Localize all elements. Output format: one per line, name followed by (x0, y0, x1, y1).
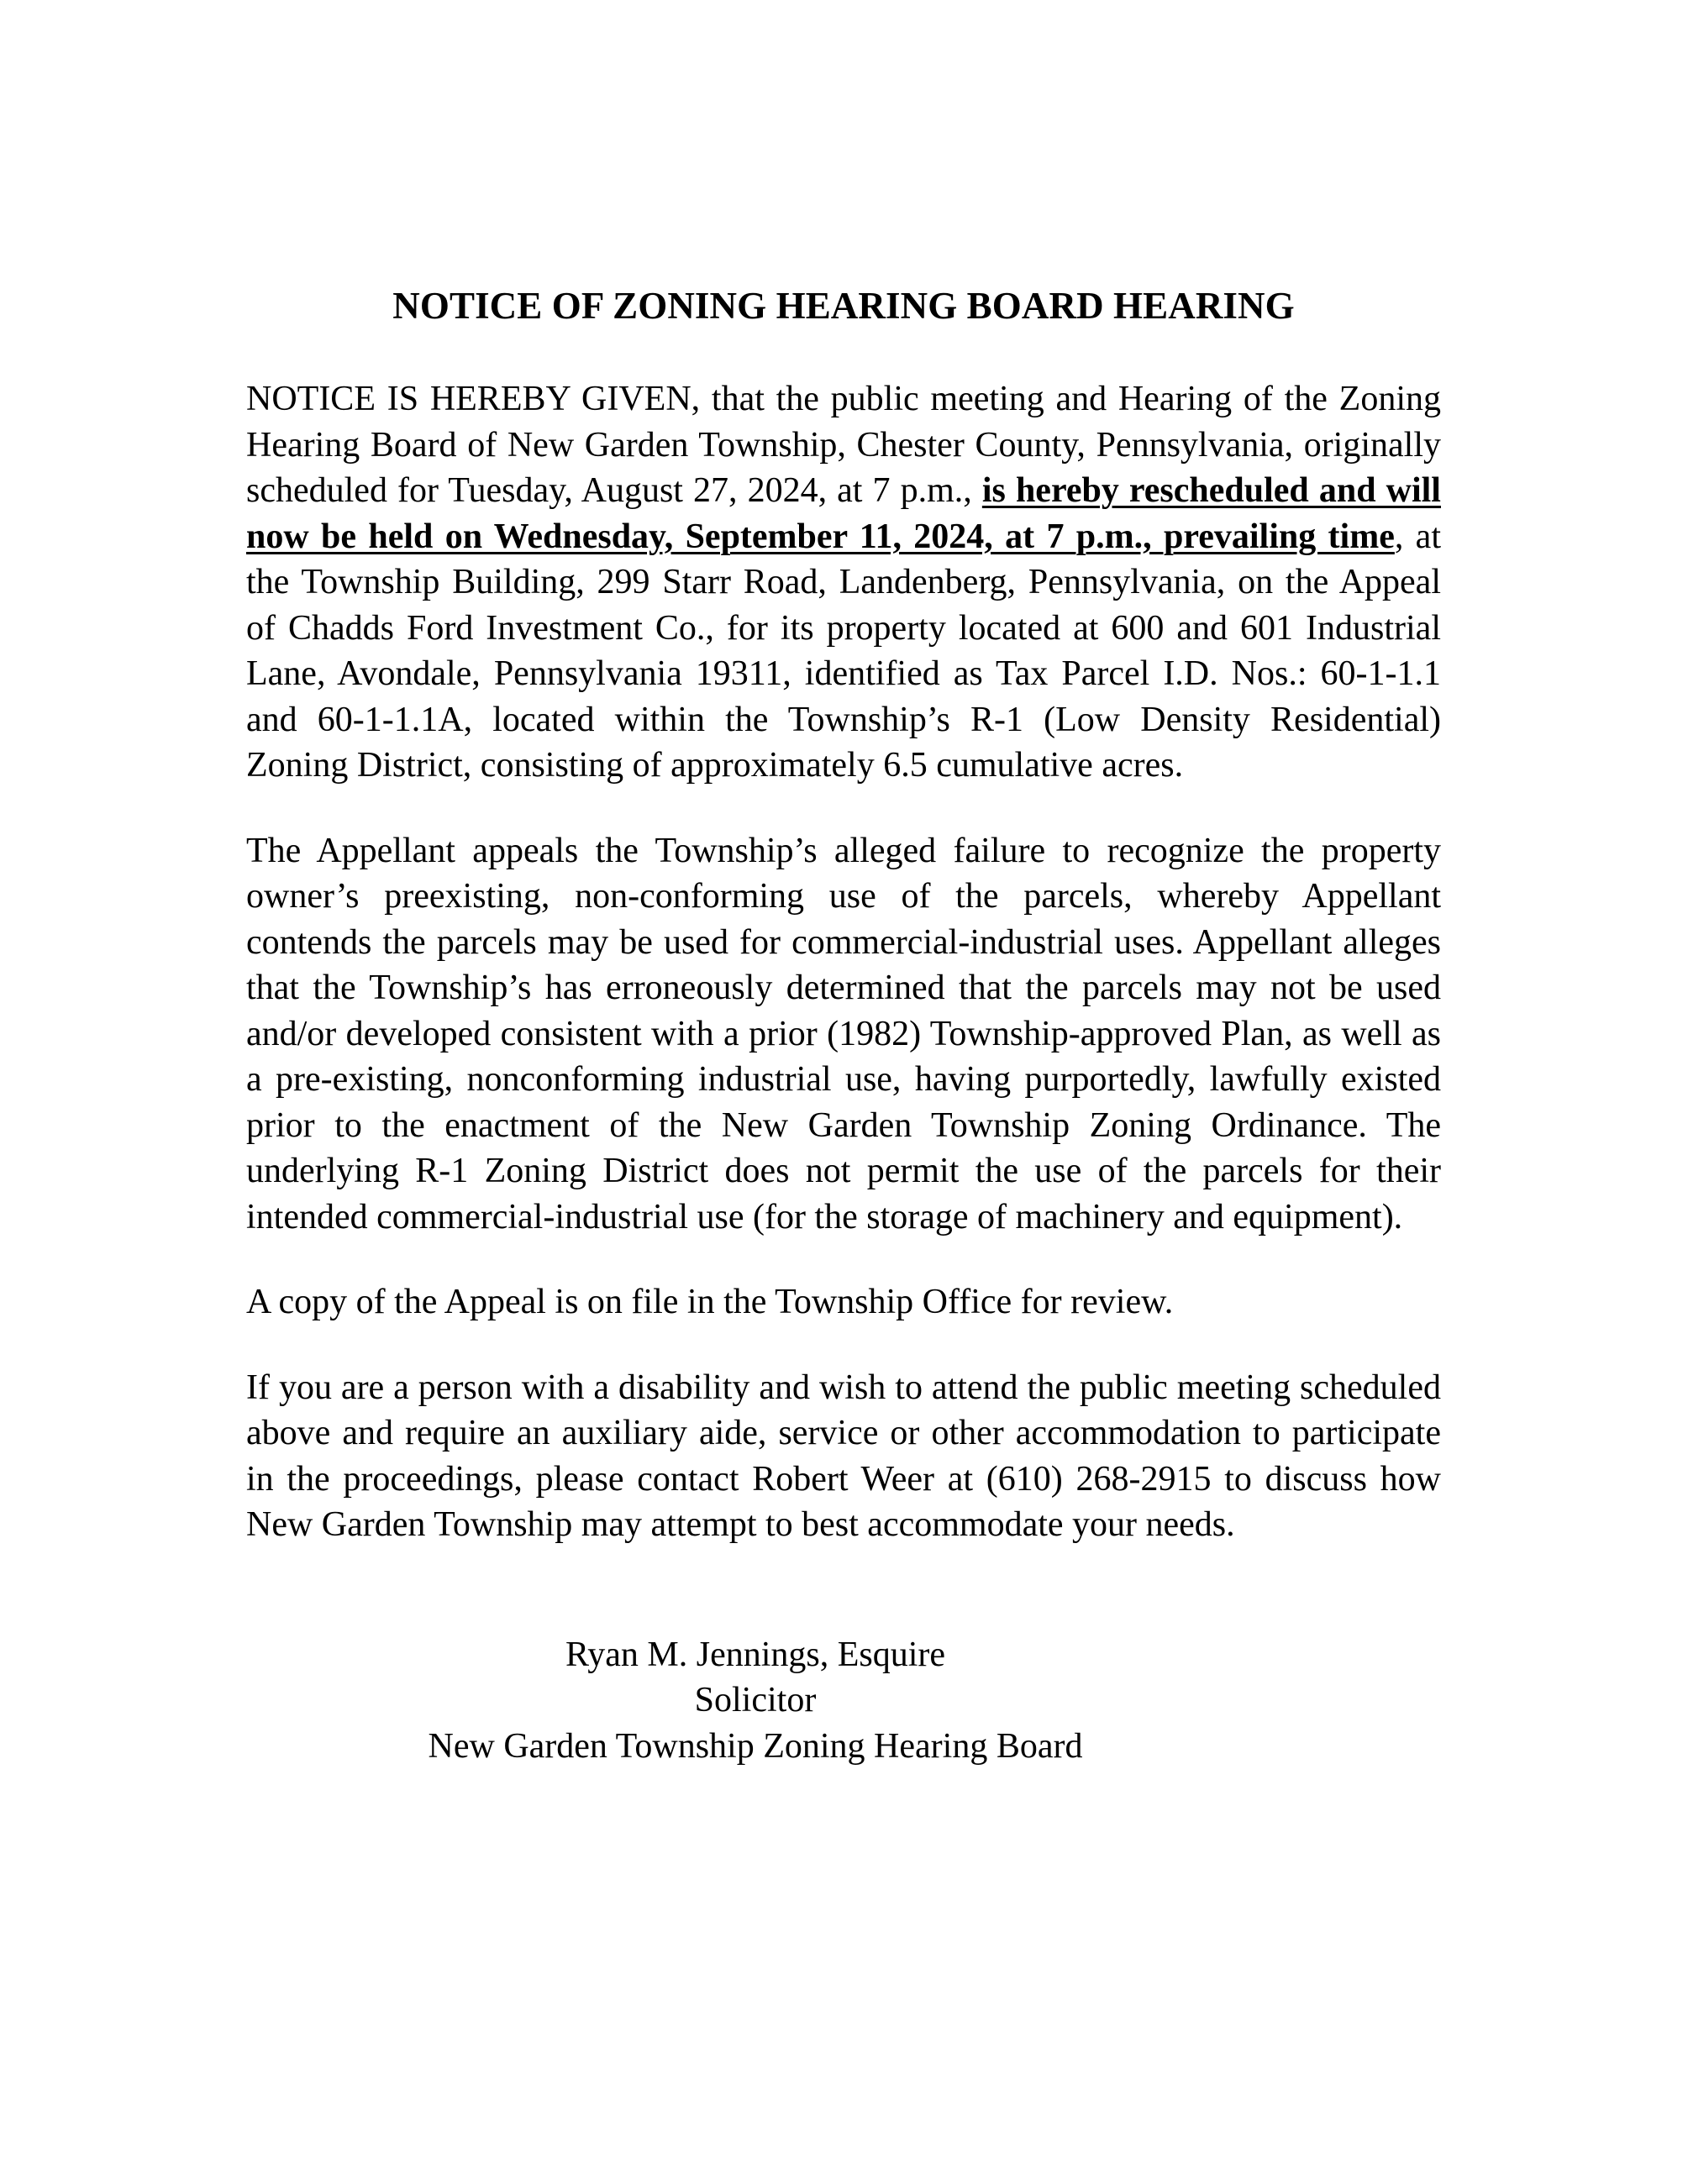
notice-text-after-emphasis: , at the Township Building, 299 Starr Road, Landenberg, Pennsylvania, on the Appeal of Chadds Ford Investment Co., for its property located at 600 and 601 Industrial Lane, Avondale, Pennsylvania 19311, identified as Tax Parcel I.D. Nos.: 60-1-1.1 and 60-1-1.1A, located within the Township’s R-1 (Low Density Residential) Zoning District, consisting of approximately 6.5 cumulative acres. (246, 517, 1441, 785)
notice-text-before-emphasis: NOTICE IS HEREBY GIVEN, that the public meeting and Hearing of the Zoning Hearing Board of New Garden Township, Chester County, Pennsylvania, originally scheduled for Tuesday, August 27, 2024, at 7 p.m., (246, 380, 1441, 511)
signature-group (158, 1632, 1353, 1770)
paragraph-accessibility-notice: If you are a person with a disability and wish to attend the public meeting scheduled above and require an auxiliary aide, service or other accommodation to participate in the proceedings, please contact Robert Weer at (610) 268-2915 to discuss how New Garden Township may attempt to best accommodate your needs. (246, 1368, 1441, 1545)
signature-name: Ryan M. Jennings, Esquire (565, 1635, 946, 1674)
signature-role: Solicitor (694, 1681, 817, 1720)
paragraph-notice (246, 376, 1441, 789)
document-body (246, 0, 1441, 1769)
paragraph-appeal-basis: The Appellant appeals the Township’s alleged failure to recognize the property owner’s preexisting, non-conforming use of the parcels, whereby Appellant contends the parcels may be used for commercial-industrial uses. Appellant alleges that the Township’s has erroneously determined that the parcels may not be used and/or developed consistent with a prior (1982) Township-approved Plan, as well as a pre-existing, nonconforming industrial use, having purportedly, lawfully existed prior to the enactment of the New Garden Township Zoning Ordinance. The underlying R-1 Zoning District does not permit the use of the parcels for their intended commercial-industrial use (for the storage of machinery and equipment). (246, 831, 1441, 1236)
signature-organization: New Garden Township Zoning Hearing Board (428, 1726, 1083, 1766)
rescheduled-date-emphasis: is hereby rescheduled and will now be held on Wednesday, September 11, 2024, at 7 p.m., prevailing time (246, 471, 1441, 556)
signature-block (246, 1632, 1441, 1770)
paragraph-file-review: A copy of the Appeal is on file in the Township Office for review. (246, 1283, 1174, 1322)
page-title: NOTICE OF ZONING HEARING BOARD HEARING (392, 285, 1295, 327)
